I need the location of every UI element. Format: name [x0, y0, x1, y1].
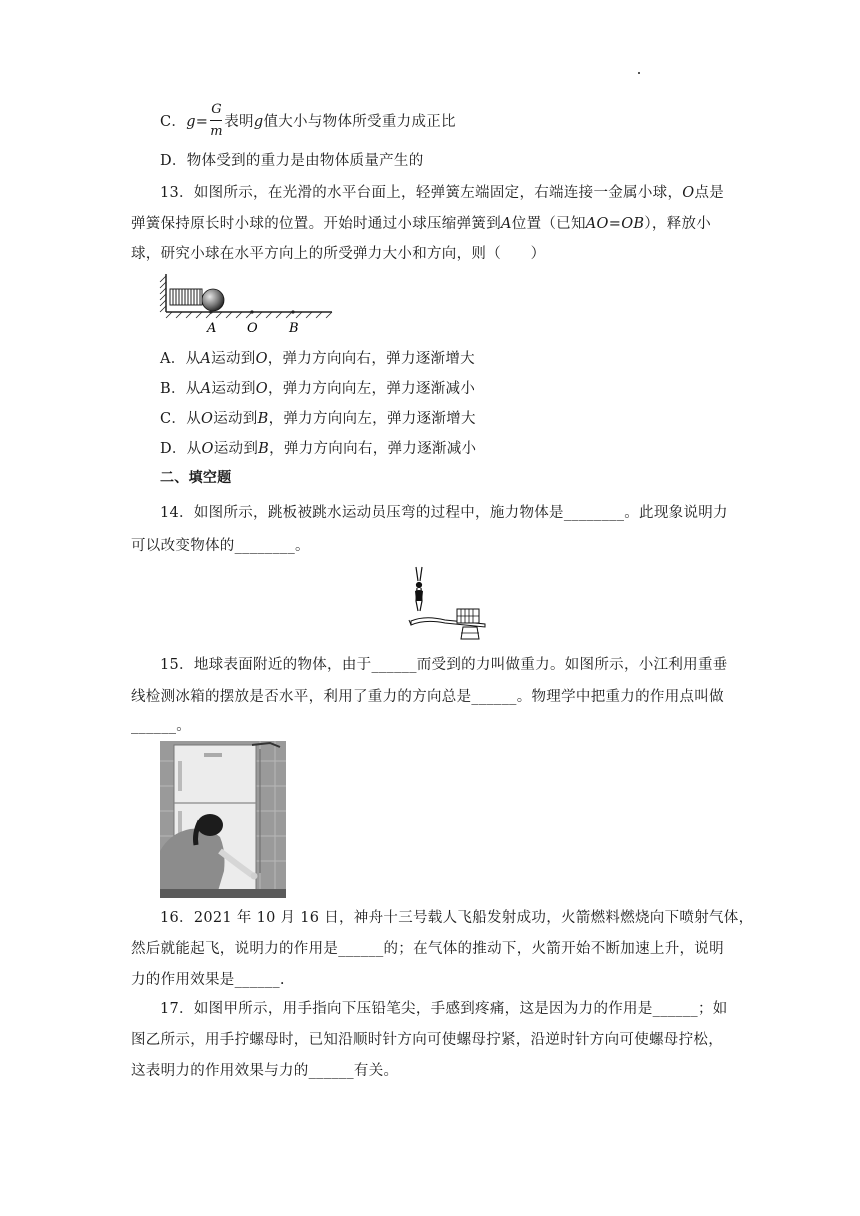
q12-option-d: D．物体受到的重力是由物体质量产生的: [160, 153, 424, 169]
var: O: [201, 411, 214, 427]
point-label-O: O: [247, 321, 258, 336]
diving-board-figure: [405, 565, 491, 641]
section-heading: 二、填空题: [160, 470, 232, 486]
var-AO-OB: AO=OB: [585, 216, 645, 232]
var: O: [255, 351, 268, 367]
option-text: ，弹力方向向右，弹力逐渐减小: [269, 441, 477, 457]
q13-line3: 球，研究小球在水平方向上的所受弹力大小和方向，则（ ）: [131, 246, 546, 262]
option-text: 运动到: [213, 441, 259, 457]
var-g: g: [253, 114, 264, 130]
var: A: [200, 381, 212, 397]
option-text: 运动到: [211, 351, 256, 367]
point-label-A: A: [207, 321, 217, 336]
question-text: ），释放小: [644, 216, 712, 232]
formula-eq: =: [195, 114, 209, 130]
var: O: [255, 381, 268, 397]
option-text: B．从: [160, 381, 201, 397]
metal-ball: [202, 289, 224, 311]
q12-option-c: [160, 102, 456, 139]
q13-option-d: [160, 439, 476, 459]
var-A: A: [501, 216, 512, 232]
option-label: C．: [160, 114, 187, 130]
q14-line1: 14．如图所示，跳板被跳水运动员压弯的过程中，施力物体是________。此现象说明力: [160, 505, 728, 521]
q14-line2: 可以改变物体的________。: [131, 538, 310, 554]
question-text: 位置（已知: [511, 216, 586, 232]
option-text: ，弹力方向向右，弹力逐渐增大: [267, 351, 475, 367]
q13-line2: [131, 214, 711, 234]
var: B: [257, 411, 269, 427]
option-text: C．从: [160, 411, 201, 427]
fraction-denominator: m: [210, 124, 223, 139]
q17-line3: 这表明力的作用效果与力的______有关。: [131, 1063, 399, 1079]
question-text: 弹簧保持原长时小球的位置。开始时通过小球压缩弹簧到: [131, 216, 501, 232]
q13-option-c: [160, 409, 476, 429]
spring-ball-figure: [158, 272, 336, 336]
var: O: [201, 441, 214, 457]
var-O: O: [682, 185, 695, 201]
point-label-B: B: [289, 321, 299, 336]
formula-g: g: [186, 114, 196, 130]
option-text: ，弹力方向向左，弹力逐渐减小: [267, 381, 476, 397]
fraction-numerator: G: [211, 102, 222, 117]
option-text: 运动到: [213, 411, 258, 427]
q13-line1: [160, 183, 724, 203]
option-text: 运动到: [211, 381, 256, 397]
q13-option-b: [160, 379, 475, 399]
option-text: 表明: [224, 114, 254, 130]
page-dot: [638, 72, 640, 74]
q15-line1: 15．地球表面附近的物体，由于______而受到的力叫做重力。如图所示，小江利用重垂: [160, 657, 728, 673]
option-text: ，弹力方向向左，弹力逐渐增大: [268, 411, 476, 427]
q17-line1: 17．如图甲所示，用手指向下压铅笔尖，手感到疼痛，这是因为力的作用是______；如: [160, 1001, 728, 1017]
q15-line3: ______。: [131, 718, 192, 734]
refrigerator-photo: [160, 741, 286, 898]
question-text: 点是: [694, 185, 725, 201]
q13-option-a: [160, 349, 475, 369]
option-text: A．从: [160, 351, 201, 367]
var: A: [200, 351, 212, 367]
question-text: 13．如图所示，在光滑的水平台面上，轻弹簧左端固定，右端连接一金属小球，: [160, 185, 683, 201]
option-text: D．从: [160, 441, 202, 457]
q16-line1: 16．2021 年 10 月 16 日，神舟十三号载人飞船发射成功，火箭燃料燃烧向下喷射气体，: [160, 910, 754, 926]
q15-line2: 线检测冰箱的摆放是否水平，利用了重力的方向总是______。物理学中把重力的作用点叫做: [131, 689, 724, 705]
option-text: 值大小与物体所受重力成正比: [263, 114, 456, 130]
q16-line3: 力的作用效果是______.: [131, 972, 285, 988]
q16-line2: 然后就能起飞，说明力的作用是______的；在气体的推动下，火箭开始不断加速上升，说明: [131, 941, 724, 957]
q17-line2: 图乙所示，用手拧螺母时，已知沿顺时针方向可使螺母拧紧，沿逆时针方向可使螺母拧松，: [131, 1032, 723, 1048]
var: B: [258, 441, 270, 457]
formula-fraction: [210, 102, 223, 139]
